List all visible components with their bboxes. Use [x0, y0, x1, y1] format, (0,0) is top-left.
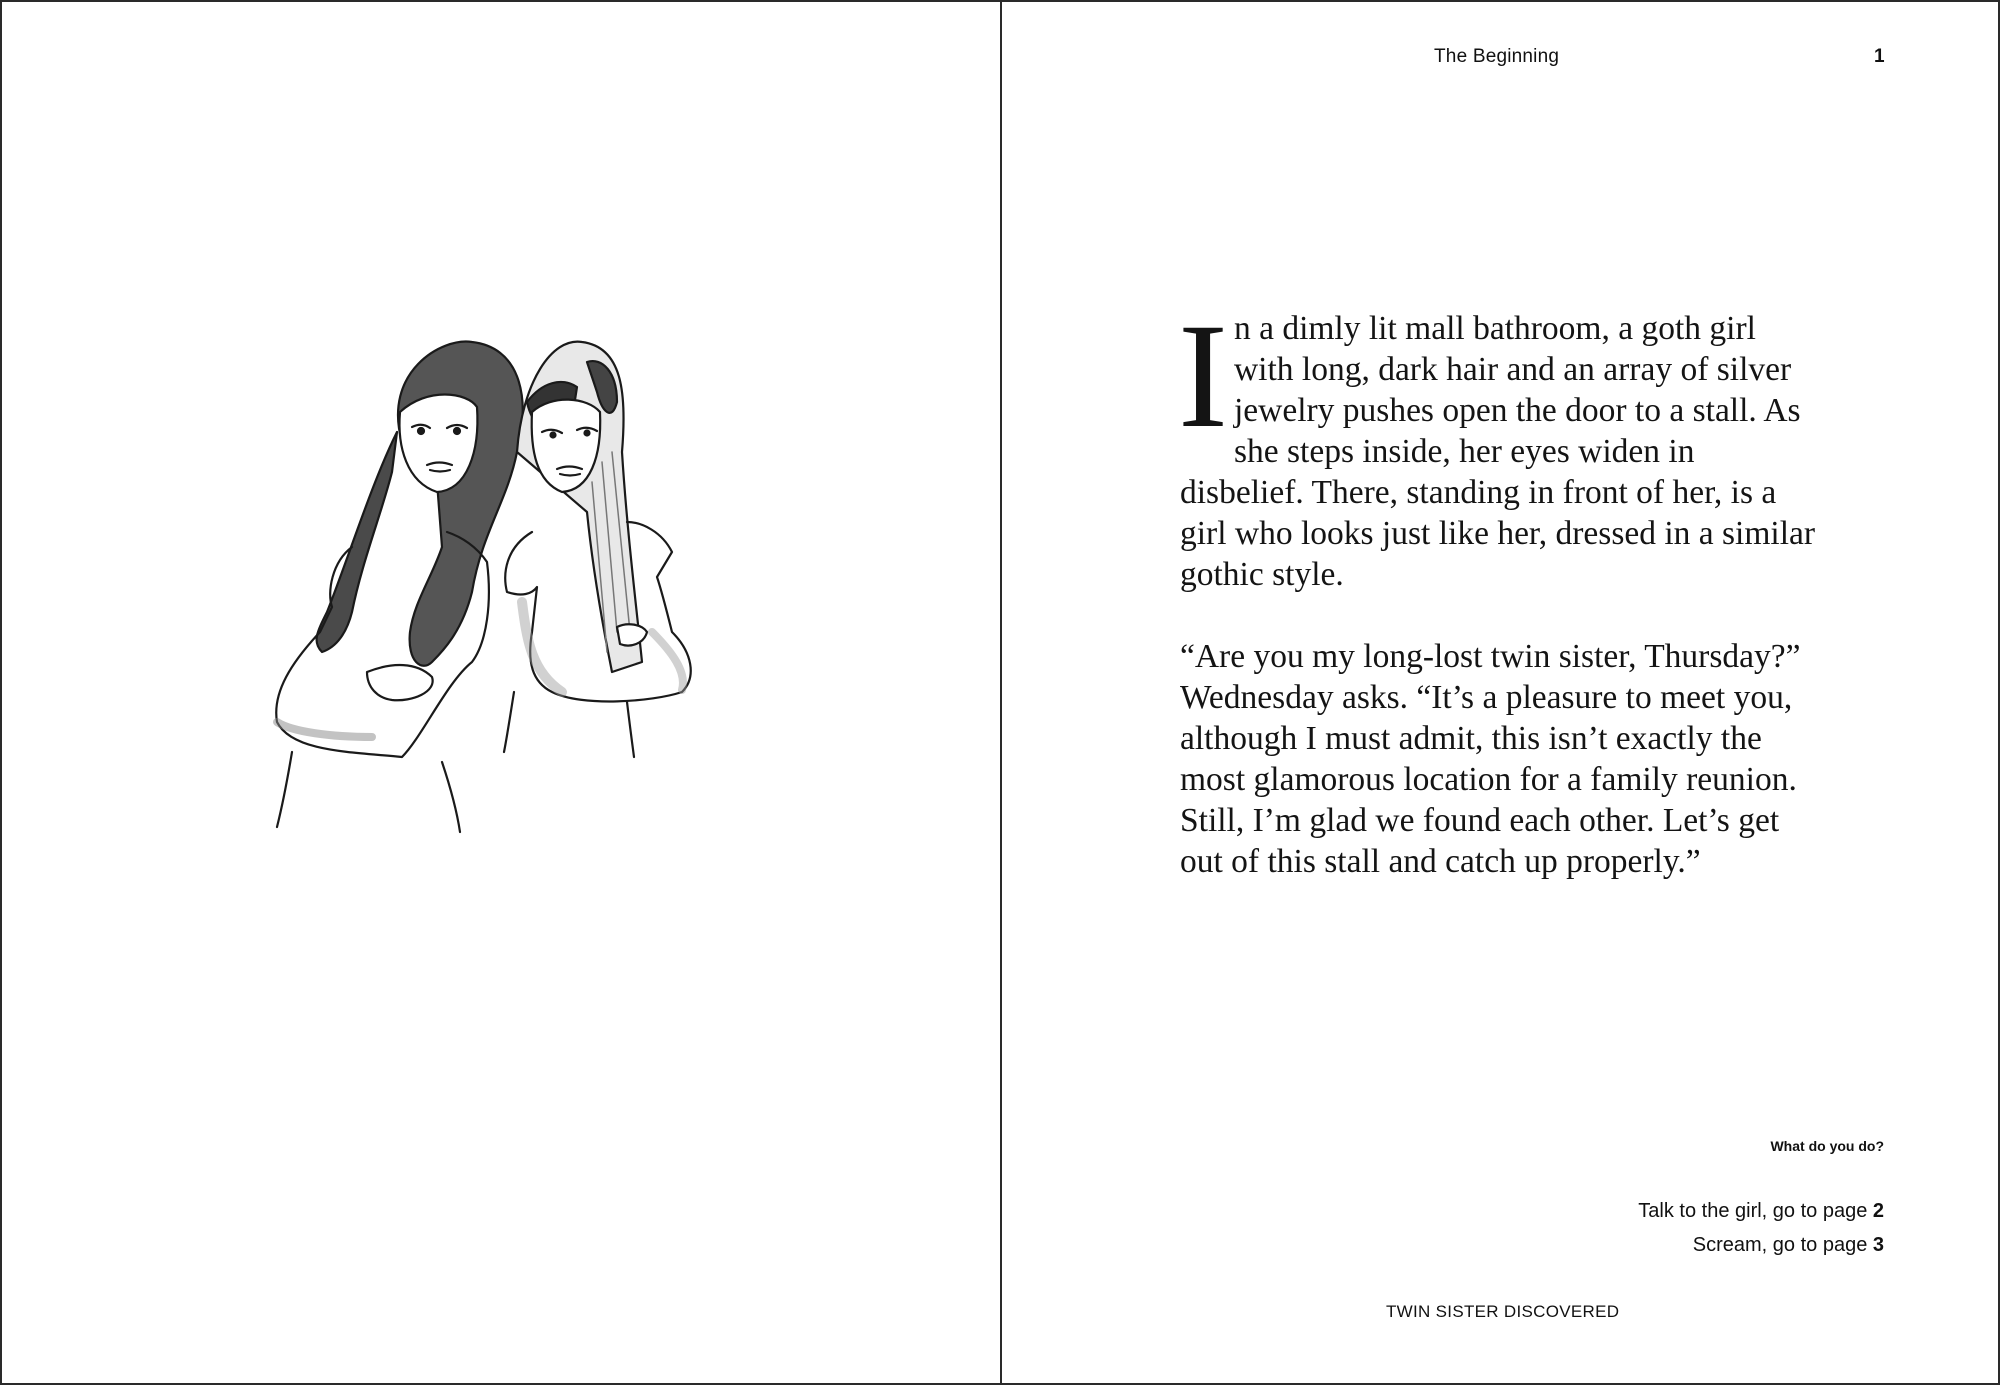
paragraph-1-text: n a dimly lit mall bathroom, a goth girl with long, dark hair and an array of silver jewelry pushes open the door to a stall. As she steps inside, her eyes widen in disbelief. There, standing in front of her, is a girl who looks just like her, dressed in a similar gothic style.: [1180, 310, 1816, 593]
choice-page-number: 2: [1872, 1200, 1884, 1222]
choice-text: Scream, go to page: [1692, 1234, 1873, 1256]
left-page: [2, 2, 1000, 1383]
running-head: The Beginning: [1434, 46, 1560, 67]
choice-text: Talk to the girl, go to page: [1638, 1200, 1873, 1222]
chapter-footer: TWIN SISTER DISCOVERED: [1386, 1302, 1620, 1321]
paragraph-1: [1178, 293, 1820, 595]
story-text: [1178, 293, 1820, 923]
choice-prompt: What do you do?: [1770, 1138, 1884, 1154]
page-number: 1: [1874, 46, 1885, 67]
two-girls-illustration: [232, 332, 792, 852]
choice-list: [1638, 1194, 1884, 1262]
choice-talk[interactable]: [1638, 1194, 1884, 1228]
choice-scream[interactable]: [1638, 1228, 1884, 1262]
dropcap: I: [1178, 293, 1228, 459]
choice-page-number: 3: [1872, 1234, 1884, 1256]
paragraph-2: “Are you my long-lost twin sister, Thursday?” Wednesday asks. “It’s a pleasure to meet you, although I must admit, this isn’t exactly the most glamorous location for a family reunion. Still, I’m glad we found each other. Let’s get out of this stall and catch up properly.”: [1180, 638, 1801, 880]
right-page: [1002, 2, 1998, 1383]
